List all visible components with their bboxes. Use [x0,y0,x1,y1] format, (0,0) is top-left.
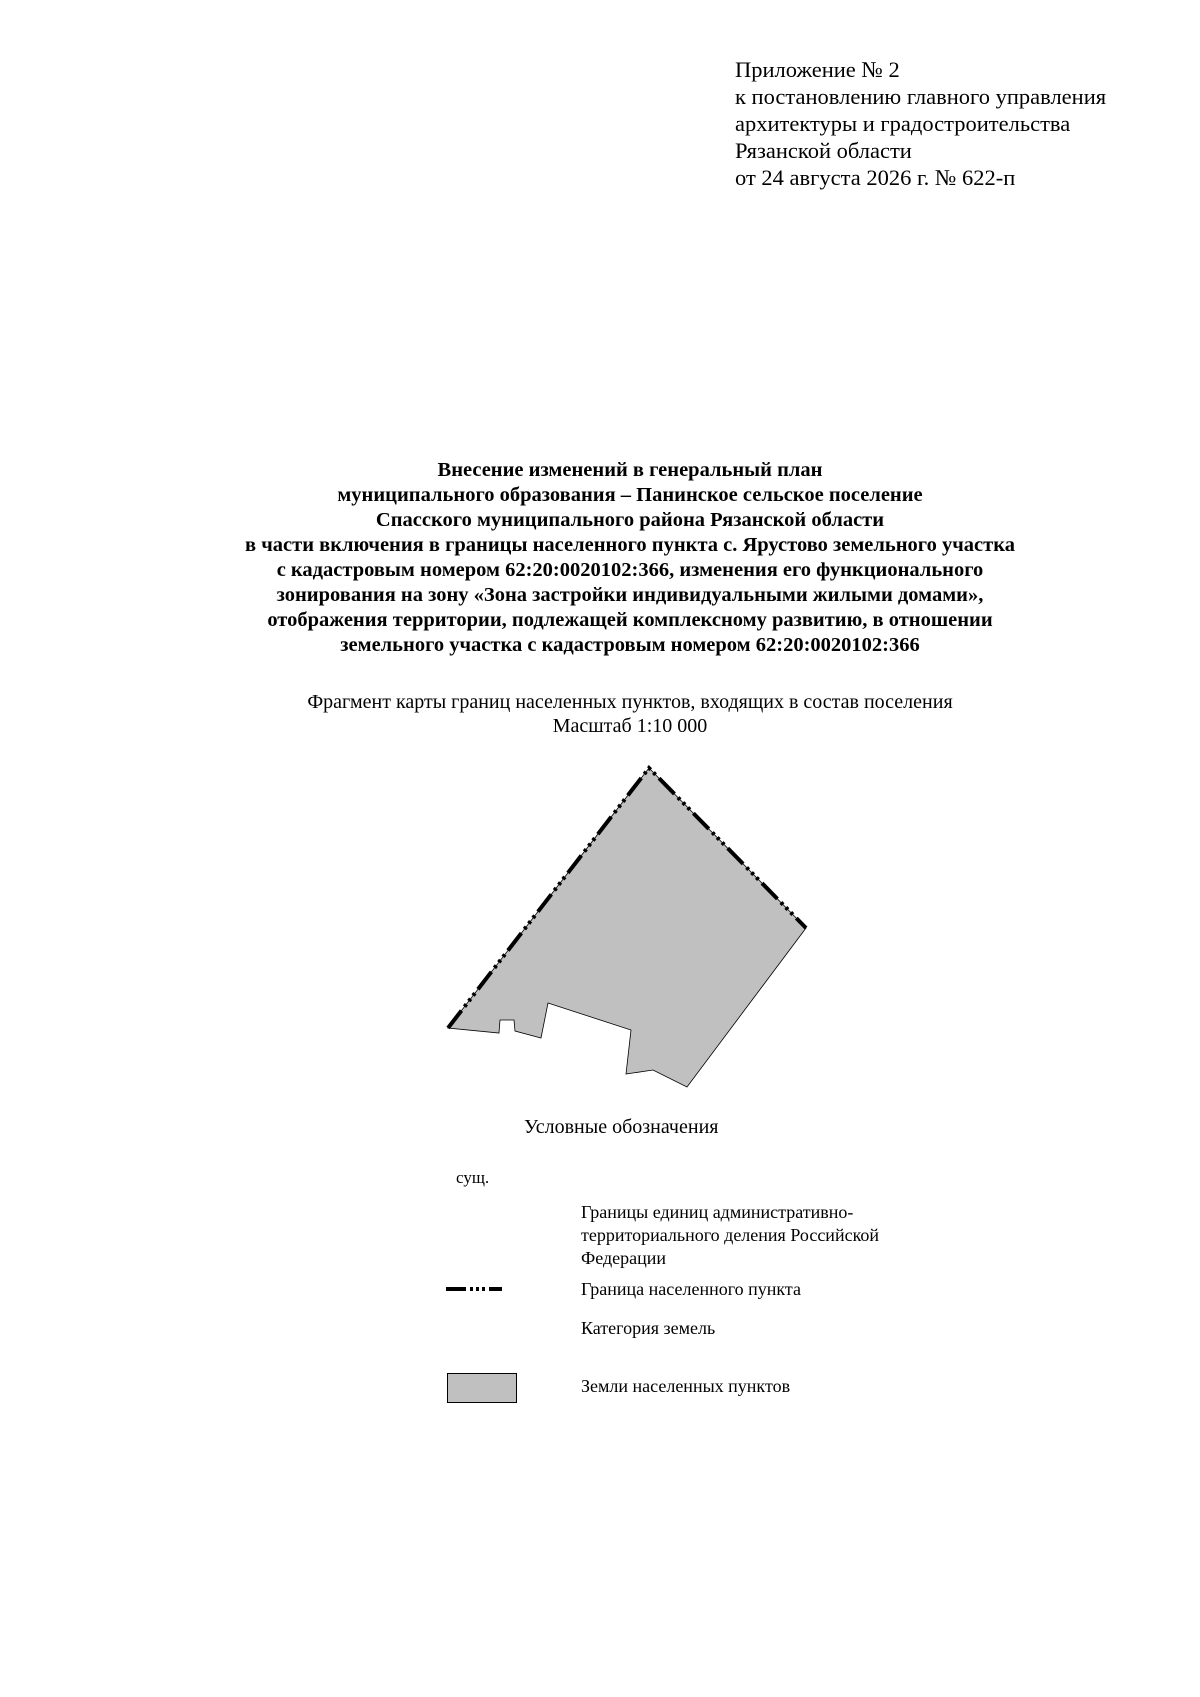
legend-text-line: территориального деления Российской [581,1225,880,1245]
annex-line: к постановлению главного управления [735,84,1107,109]
annex-line: от 24 августа 2026 г. № 622-п [735,165,1016,190]
annex-line: архитектуры и градостроительства [735,111,1071,136]
title-line: Спасского муниципального района Рязанской области [375,509,885,531]
settlement-lands-symbol [447,1373,517,1403]
legend-land-category: Категория земель [581,1318,716,1338]
title-line: зонирования на зону «Зона застройки индивидуальными жилыми домами», [276,584,984,606]
title-line: с кадастровым номером 62:20:0020102:366, изменения его функционального [276,559,984,581]
legend-title: Условные обозначения [524,1116,719,1138]
annex-line: Приложение № 2 [735,57,900,82]
legend-text-line: Федерации [581,1248,667,1268]
legend-settlement-lands: Земли населенных пунктов [581,1376,791,1396]
settlement-boundary-symbol [446,1284,502,1294]
title-line: муниципального образования – Панинское сельское поселение [337,484,923,506]
map-caption-block [0,690,1200,738]
annex-header [735,56,1106,191]
land-parcel-map [440,760,820,1090]
title-line: Внесение изменений в генеральный план [437,459,823,481]
legend-text-line: Границы единиц административно- [581,1202,854,1222]
settlement-land-parcel [448,768,806,1087]
annex-line: Рязанской области [735,138,912,163]
legend-existing-label: сущ. [456,1168,490,1187]
map-scale: Масштаб 1:10 000 [552,715,708,737]
legend-admin-boundaries [581,1201,879,1270]
title-line: отображения территории, подлежащей комплексному развитию, в отношении [267,609,993,631]
document-title [0,458,1200,658]
title-line: в части включения в границы населенного пункта с. Ярустово земельного участка [245,534,1015,556]
title-line: земельного участка с кадастровым номером 62:20:0020102:366 [340,634,920,656]
legend-settlement-boundary: Граница населенного пункта [581,1279,801,1299]
map-caption: Фрагмент карты границ населенных пунктов, входящих в состав поселения [307,691,953,713]
